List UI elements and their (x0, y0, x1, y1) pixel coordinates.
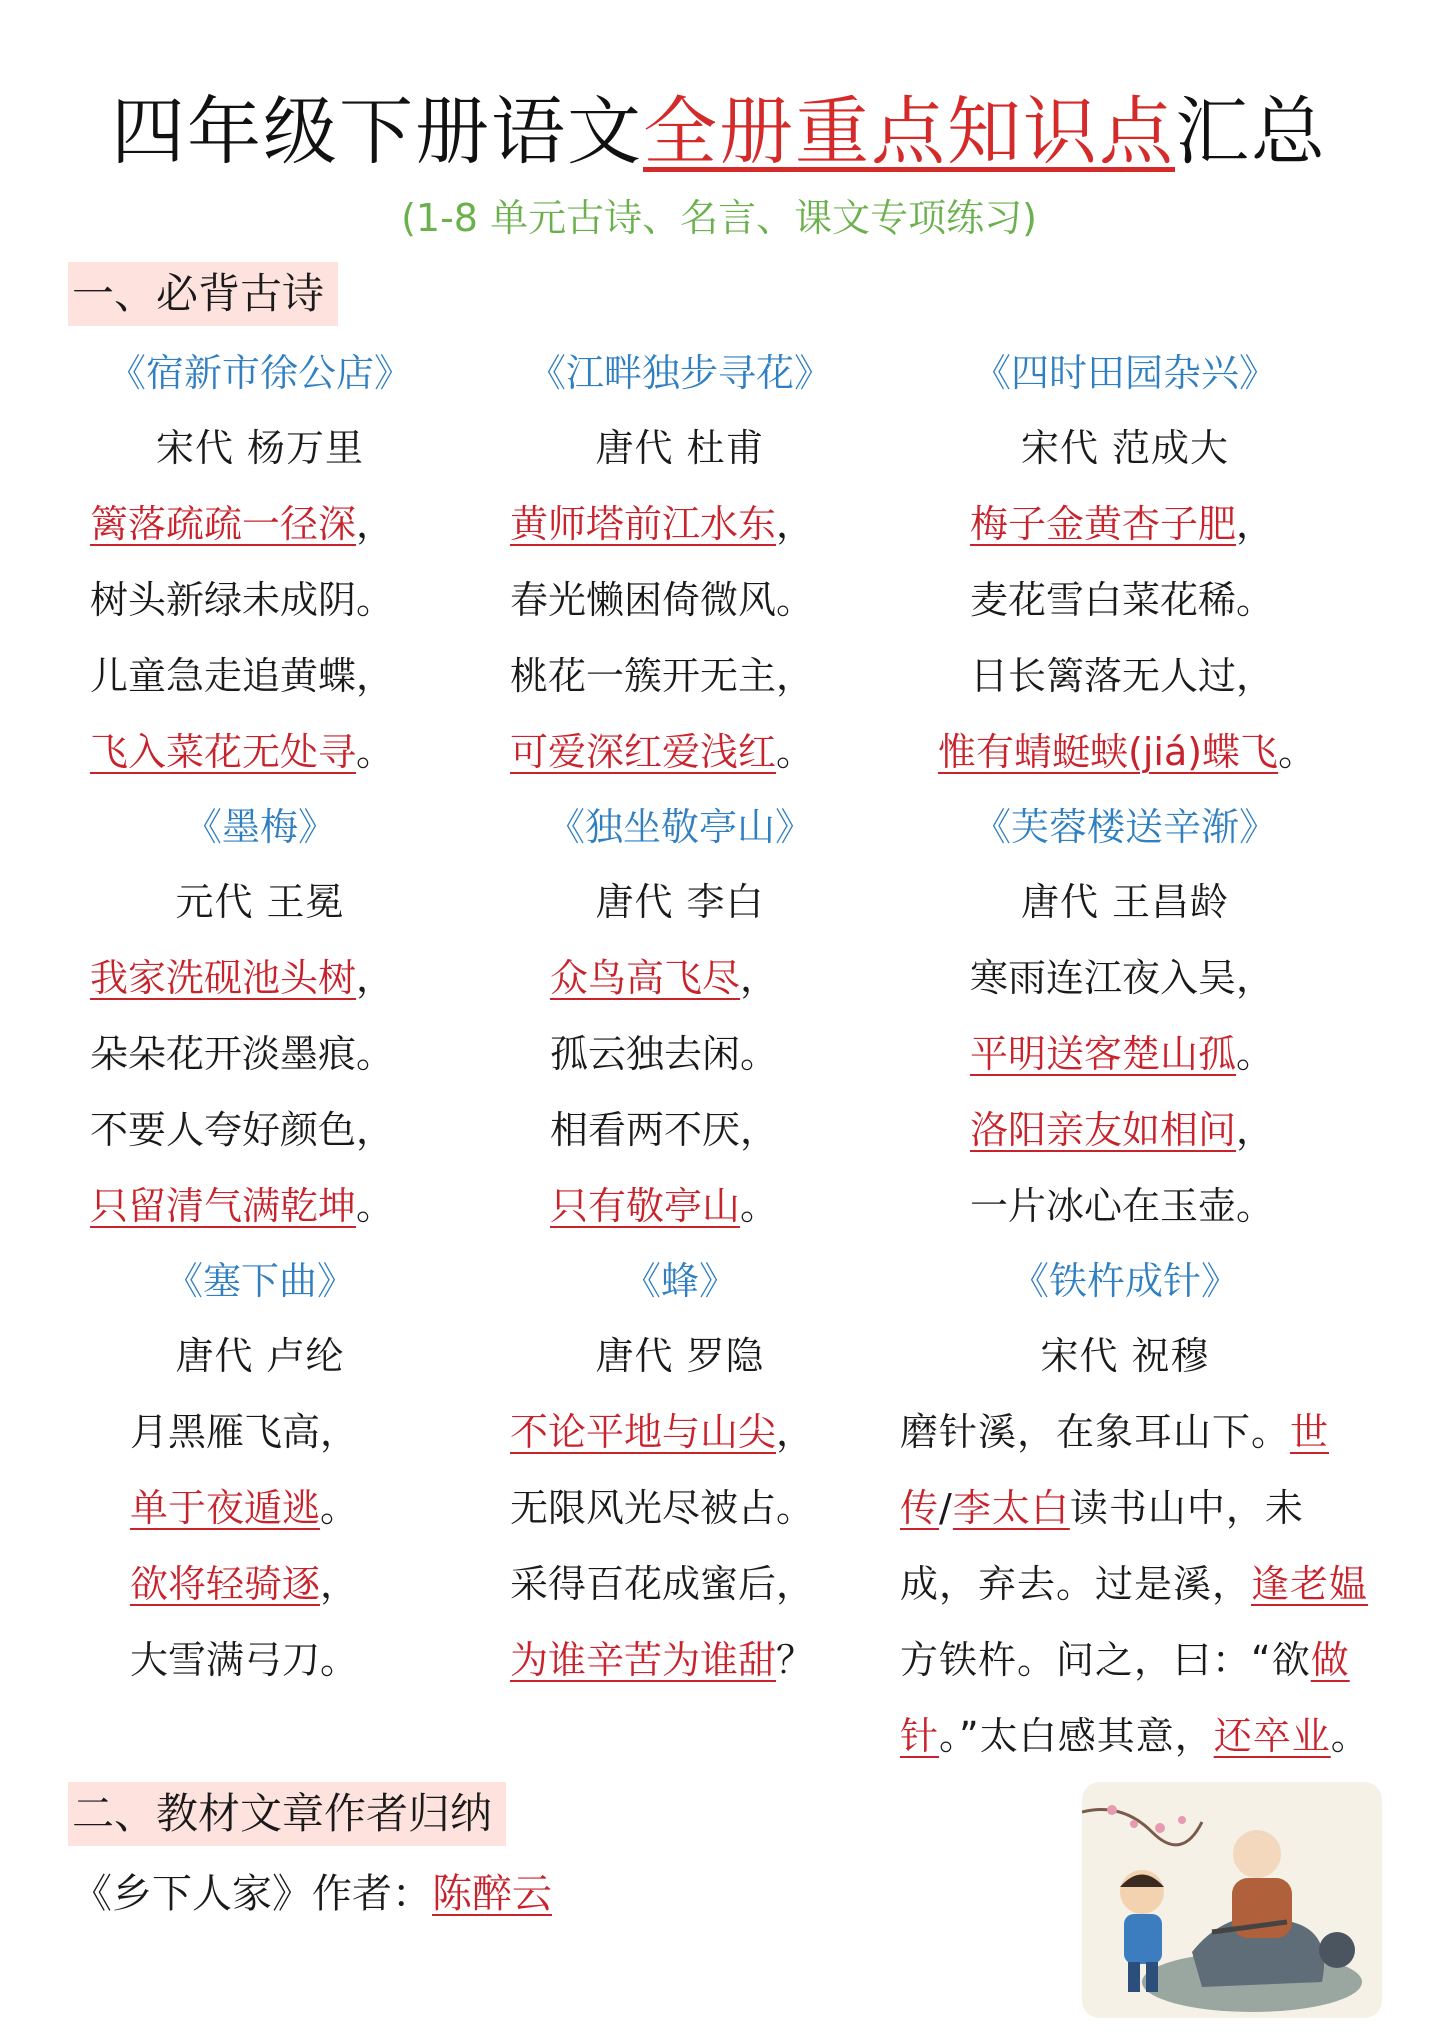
poem-line (510, 1394, 850, 1470)
poem-author: 唐代 罗隐 (595, 1334, 765, 1378)
poem-line (510, 714, 850, 790)
key-phrase: 众鸟高飞尽 (550, 956, 741, 1000)
author-entry (72, 1862, 552, 1926)
poem-block (510, 336, 850, 790)
poem-line: 无限风光尽被占。 (510, 1486, 815, 1530)
key-phrase: 可爱深红爱浅红 (510, 730, 777, 774)
punct: ？ (776, 1638, 815, 1682)
key-phrase: 不论平地与山尖 (510, 1410, 777, 1454)
poem-author: 元代 王冕 (175, 880, 345, 924)
poem-block (900, 1244, 1380, 1774)
key-phrase: 欲将轻骑逐 (130, 1562, 321, 1606)
key-phrase: 篱落疏疏一径深 (90, 502, 357, 546)
poem-author: 唐代 杜甫 (595, 426, 765, 470)
poem-line (900, 1092, 1380, 1168)
key-phrase: 单于夜遁逃 (130, 1486, 321, 1530)
key-phrase: 李太白 (952, 1486, 1070, 1530)
poem-block (900, 336, 1380, 790)
poem-line: 孤云独去闲。 (550, 1032, 779, 1076)
poem-line (90, 1546, 430, 1622)
poem-block (90, 790, 430, 1244)
key-phrase: 逢老媪 (1251, 1562, 1369, 1606)
poem-block (90, 336, 430, 790)
punct: ， (356, 956, 395, 1000)
key-phrase: 还卒业 (1213, 1714, 1331, 1758)
poem-line: 桃花一簇开无主， (510, 654, 815, 698)
poem-block (510, 790, 850, 1244)
poem-block (510, 1244, 850, 1698)
punct: 。 (776, 730, 815, 774)
punct: ， (1236, 1108, 1275, 1152)
poem-line (510, 1622, 850, 1698)
author-entry-label: 《乡下人家》作者： (72, 1871, 432, 1917)
poem-block (900, 790, 1380, 1244)
poem-line (510, 486, 850, 562)
poem-line: 大雪满弓刀。 (130, 1638, 359, 1682)
prose-segment: 读书山中，未成，弃去。过是溪， (900, 1486, 1304, 1606)
poem-column-1 (90, 336, 430, 1698)
key-phrase: 梅子金黄杏子肥 (970, 502, 1237, 546)
poem-author: 宋代 祝穆 (1040, 1334, 1210, 1378)
poem-line (90, 940, 430, 1016)
poem-line: 麦花雪白菜花稀。 (970, 578, 1275, 622)
punct: ， (776, 1410, 815, 1454)
title-prefix: 四年级下册语文 (111, 89, 643, 175)
punct: ， (776, 502, 815, 546)
key-phrase: 只留清气满乾坤 (90, 1184, 357, 1228)
poem-column-3 (900, 336, 1380, 1774)
author-entry-name: 陈醉云 (432, 1871, 552, 1917)
key-phrase: 为谁辛苦为谁甜 (510, 1638, 777, 1682)
page-title (0, 82, 1438, 182)
punct: ， (1236, 502, 1275, 546)
poem-title: 《宿新市徐公店》 (107, 351, 412, 395)
key-phrase: 黄师塔前江水东 (510, 502, 777, 546)
poem-line (90, 714, 430, 790)
key-phrase: 飞入菜花无处寻 (90, 730, 357, 774)
poem-line: 月黑雁飞高， (130, 1410, 359, 1454)
poem-title: 《江畔独步寻花》 (527, 351, 832, 395)
poem-title: 《蜂》 (622, 1259, 737, 1303)
poem-title: 《塞下曲》 (164, 1259, 355, 1303)
poem-line (90, 1470, 430, 1546)
poem-line: 采得百花成蜜后， (510, 1562, 815, 1606)
punct: 。 (1236, 1032, 1275, 1076)
key-phrase: 做针 (900, 1638, 1350, 1758)
key-phrase: 惟有蜻蜓蛱(jiá)蝶飞 (938, 730, 1279, 774)
prose-segment: 。 (1330, 1714, 1370, 1758)
punct: 。 (320, 1486, 359, 1530)
poem-author: 唐代 卢纶 (175, 1334, 345, 1378)
poem-author: 唐代 王昌龄 (1020, 880, 1230, 924)
poem-author: 宋代 范成大 (1020, 426, 1230, 470)
section-heading-poems: 一、必背古诗 (68, 262, 338, 326)
key-phrase: 洛阳亲友如相问 (970, 1108, 1237, 1152)
poem-line (900, 1016, 1380, 1092)
prose-text (900, 1394, 1380, 1774)
poem-line: 儿童急走追黄蝶， (90, 654, 395, 698)
punct: ， (740, 956, 779, 1000)
poem-line (900, 486, 1380, 562)
prose-segment: 方铁杵。问之，曰：“欲 (900, 1638, 1311, 1682)
poem-line (90, 1168, 430, 1244)
punct: 。 (1278, 730, 1317, 774)
poem-column-2 (510, 336, 850, 1698)
poem-line (90, 486, 430, 562)
poem-line (900, 714, 1380, 790)
key-phrase: 只有敬亭山 (550, 1184, 741, 1228)
key-phrase: 平明送客楚山孤 (970, 1032, 1237, 1076)
poem-line (510, 940, 850, 1016)
illustration-image (1082, 1782, 1382, 2018)
section-heading-authors: 二、教材文章作者归纳 (68, 1782, 506, 1846)
punct: 。 (740, 1184, 779, 1228)
page-subtitle: (1-8 单元古诗、名言、课文专项练习) (401, 196, 1037, 240)
prose-segment: 。”太白感其意， (939, 1714, 1214, 1758)
poem-title: 《铁杵成针》 (1010, 1259, 1239, 1303)
punct: 。 (356, 730, 395, 774)
poem-title: 《芙蓉楼送辛渐》 (972, 805, 1277, 849)
poem-title: 《独坐敬亭山》 (546, 805, 813, 849)
poem-line: 朵朵花开淡墨痕。 (90, 1032, 395, 1076)
punct: ， (356, 502, 395, 546)
poem-block (90, 1244, 430, 1698)
title-suffix: 汇总 (1175, 89, 1327, 175)
key-phrase: 世传 (900, 1410, 1330, 1530)
poem-line (510, 1168, 850, 1244)
poem-line: 寒雨连江夜入吴， (970, 956, 1275, 1000)
poem-author: 宋代 杨万里 (155, 426, 365, 470)
poem-line: 不要人夸好颜色， (90, 1108, 395, 1152)
poem-author: 唐代 李白 (595, 880, 765, 924)
punct: ， (320, 1562, 359, 1606)
poem-line: 日长篱落无人过， (970, 654, 1275, 698)
illustration-svg (1082, 1782, 1382, 2018)
prose-segment: / (939, 1486, 953, 1530)
punct: 。 (356, 1184, 395, 1228)
poem-line: 春光懒困倚微风。 (510, 578, 815, 622)
prose-segment: 磨针溪，在象耳山下。 (900, 1410, 1291, 1454)
poem-line: 一片冰心在玉壶。 (970, 1184, 1275, 1228)
poem-title: 《墨梅》 (183, 805, 336, 849)
poem-line: 树头新绿未成阴。 (90, 578, 395, 622)
poem-title: 《四时田园杂兴》 (972, 351, 1277, 395)
key-phrase: 我家洗砚池头树 (90, 956, 357, 1000)
poem-line: 相看两不厌， (550, 1108, 779, 1152)
title-highlight: 全册重点知识点 (643, 89, 1175, 175)
